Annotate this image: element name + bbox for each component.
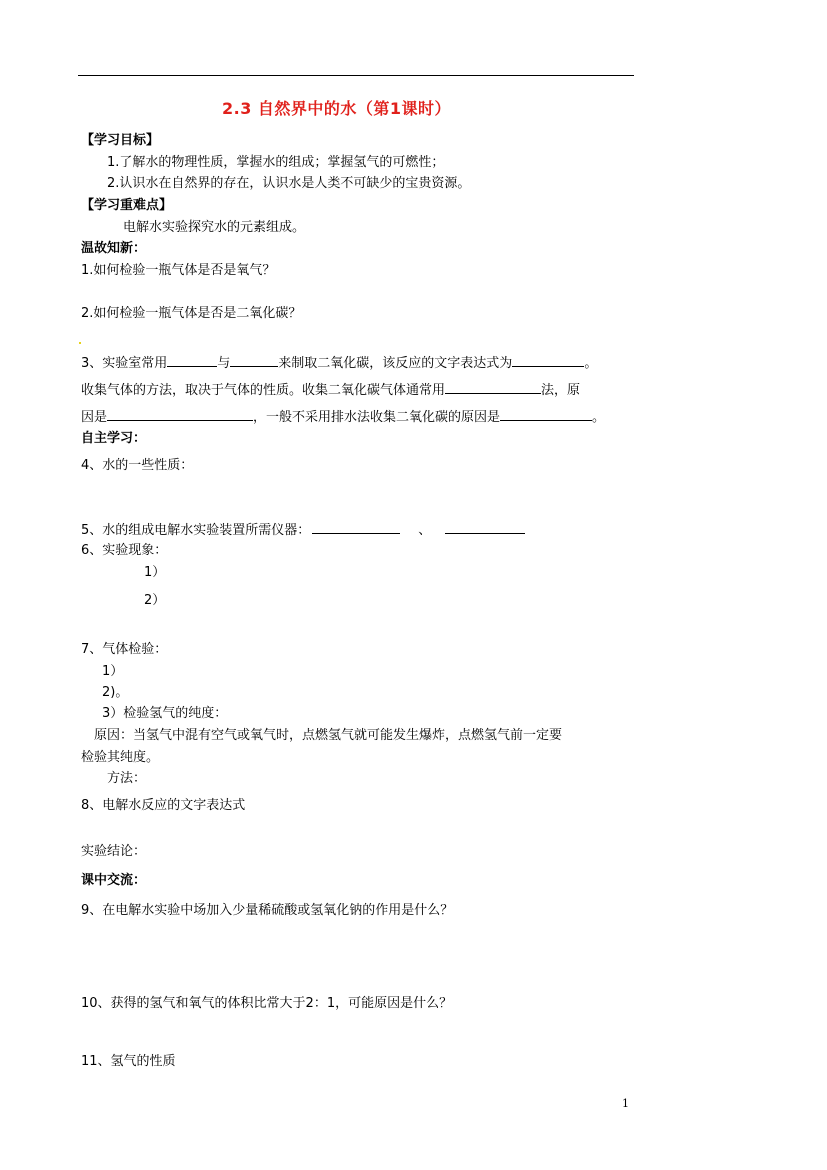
q3-blank-4[interactable] bbox=[445, 381, 541, 394]
q3-text-2: 与 bbox=[217, 356, 231, 371]
purity-reason-cont: 检验其纯度。 bbox=[81, 750, 160, 765]
q3-blank-5[interactable] bbox=[107, 408, 253, 421]
question-7-item-2: 2)。 bbox=[102, 685, 129, 700]
key-points-heading: 【学习重难点】 bbox=[81, 198, 173, 213]
q3-text-1: 3、实验室常用 bbox=[81, 356, 168, 371]
q3-text-9: 。 bbox=[592, 410, 606, 425]
header-rule bbox=[78, 75, 634, 76]
q3-text-7: 因是 bbox=[81, 410, 108, 425]
purity-reason: 原因：当氢气中混有空气或氧气时，点燃氢气就可能发生爆炸，点燃氢气前一定要 bbox=[94, 728, 563, 743]
question-5 bbox=[81, 521, 525, 539]
q5-blank-2[interactable] bbox=[445, 521, 525, 534]
question-3-line-3 bbox=[81, 408, 605, 426]
purity-method: 方法： bbox=[107, 771, 147, 786]
objective-item-2: 2.认识水在自然界的存在，认识水是人类不可缺少的宝贵资源。 bbox=[107, 176, 471, 191]
q3-blank-2[interactable] bbox=[230, 354, 278, 367]
page-number: 1 bbox=[622, 1097, 629, 1110]
question-7-item-1: 1） bbox=[102, 664, 124, 679]
question-7: 7、气体检验： bbox=[81, 642, 168, 657]
q3-text-6: 法，原 bbox=[541, 383, 581, 398]
q3-text-3: 来制取二氧化碳，该反应的文字表达式为 bbox=[278, 356, 513, 371]
question-3-line-1 bbox=[81, 354, 597, 372]
review-heading: 温故知新： bbox=[81, 241, 147, 256]
q5-separator: 、 bbox=[418, 523, 432, 538]
question-11: 11、氢气的性质 bbox=[81, 1054, 176, 1069]
question-1: 1.如何检验一瓶气体是否是氧气？ bbox=[81, 263, 276, 278]
experiment-conclusion: 实验结论： bbox=[81, 844, 147, 859]
q3-blank-1[interactable] bbox=[167, 354, 217, 367]
objective-item-1: 1.了解水的物理性质，掌握水的组成；掌握氢气的可燃性； bbox=[107, 155, 445, 170]
q3-blank-6[interactable] bbox=[500, 408, 592, 421]
q5-text: 5、水的组成电解水实验装置所需仪器： bbox=[81, 523, 311, 538]
q3-text-4: 。 bbox=[584, 356, 598, 371]
question-10: 10、获得的氢气和氧气的体积比常大于2：1，可能原因是什么？ bbox=[81, 996, 453, 1011]
stray-mark bbox=[79, 342, 81, 344]
question-6: 6、实验现象： bbox=[81, 543, 168, 558]
q3-text-8: ，一般不采用排水法收集二氧化碳的原因是 bbox=[253, 410, 501, 425]
question-9: 9、在电解水实验中场加入少量稀硫酸或氢氧化钠的作用是什么？ bbox=[81, 903, 454, 918]
question-6-item-1: 1） bbox=[144, 565, 166, 580]
question-7-item-3: 3）检验氢气的纯度： bbox=[102, 706, 228, 721]
objectives-heading: 【学习目标】 bbox=[81, 133, 160, 148]
self-study-heading: 自主学习： bbox=[81, 431, 147, 446]
q3-text-5: 收集气体的方法，取决于气体的性质。收集二氧化碳气体通常用 bbox=[81, 383, 446, 398]
q5-blank-1[interactable] bbox=[312, 521, 400, 534]
question-6-item-2: 2） bbox=[144, 593, 166, 608]
question-3-line-2 bbox=[81, 381, 580, 399]
question-8: 8、电解水反应的文字表达式 bbox=[81, 798, 246, 813]
page-title: 2.3 自然界中的水（第1课时） bbox=[222, 99, 452, 118]
question-4: 4、水的一些性质： bbox=[81, 458, 194, 473]
q3-blank-3[interactable] bbox=[512, 354, 584, 367]
discussion-heading: 课中交流： bbox=[81, 873, 147, 888]
key-points-text: 电解水实验探究水的元素组成。 bbox=[123, 220, 306, 235]
question-2: 2.如何检验一瓶气体是否是二氧化碳？ bbox=[81, 306, 302, 321]
